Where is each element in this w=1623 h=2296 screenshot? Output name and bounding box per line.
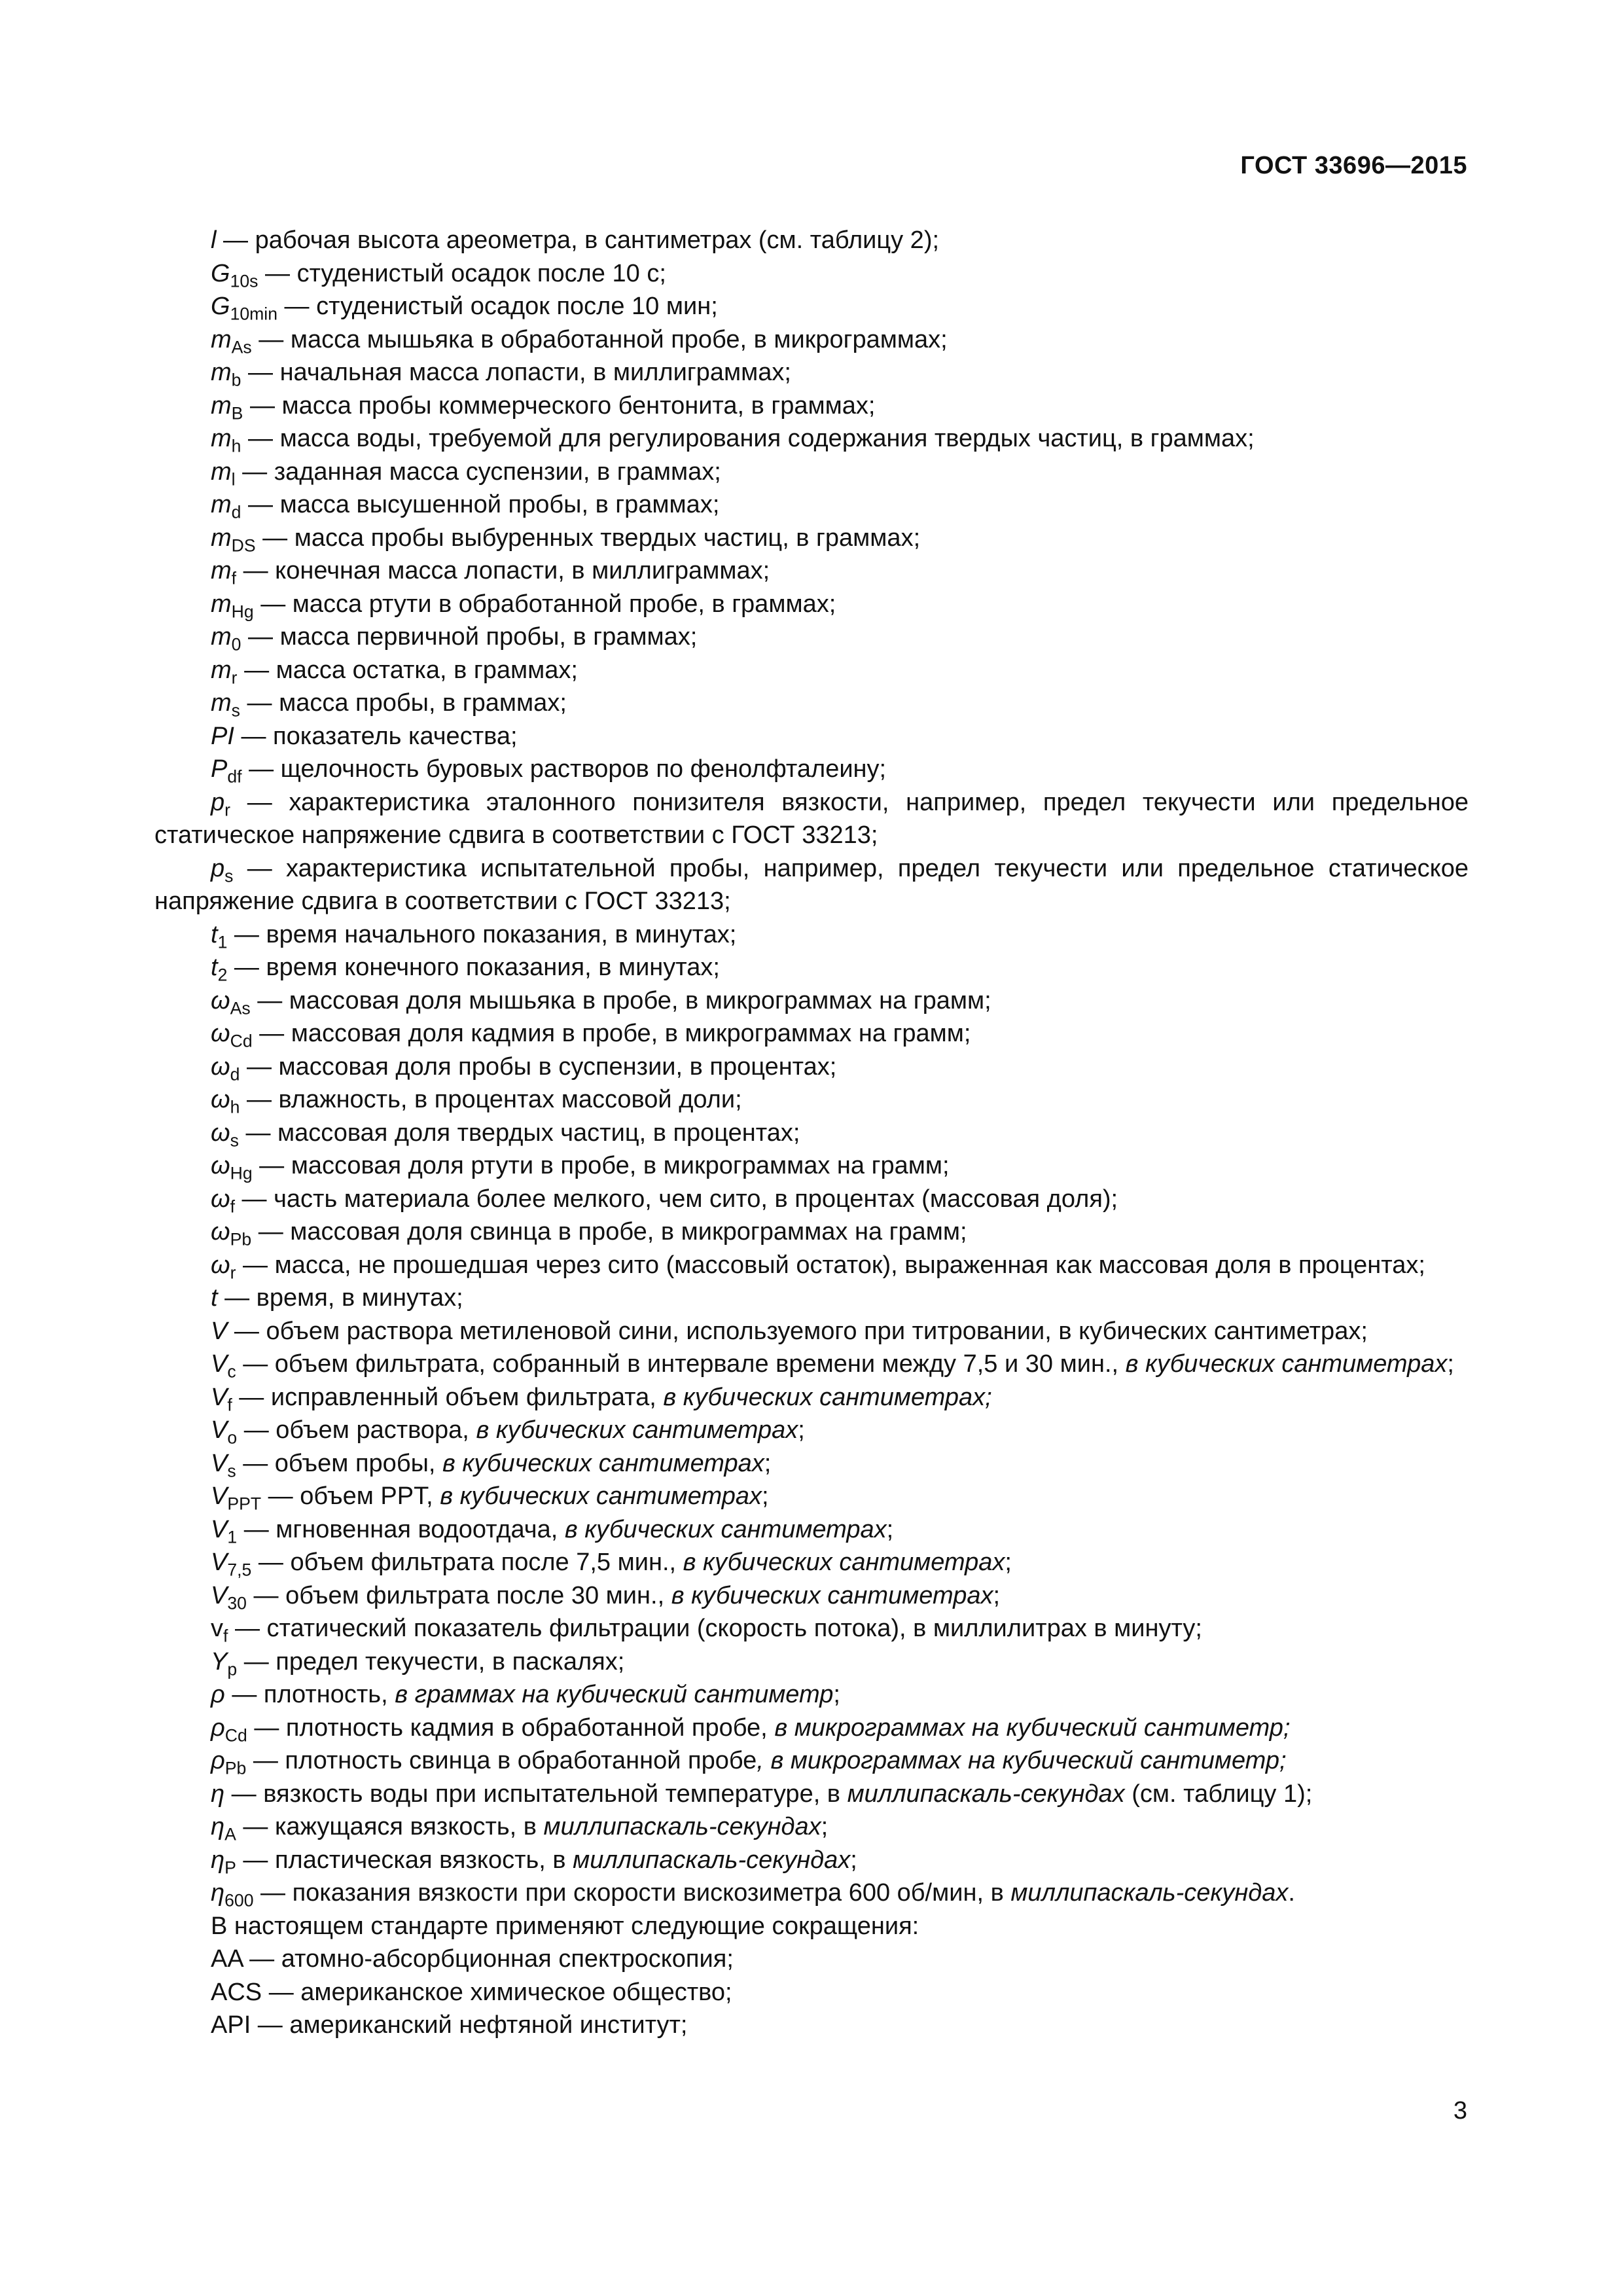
definition-symbol — [211, 755, 242, 787]
definition-symbol — [211, 1284, 218, 1312]
definition-symbol — [211, 557, 237, 588]
definition-item — [154, 1678, 1469, 1712]
definition-item — [154, 753, 1469, 786]
definition-text: — конечная масса лопасти, в миллиграммах; — [236, 557, 770, 584]
definition-text: — заданная масса суспензии, в граммах; — [235, 457, 721, 486]
definition-item — [154, 257, 1469, 291]
definition-symbol — [211, 920, 228, 952]
symbol-base: m — [211, 623, 232, 651]
definition-symbol — [211, 1581, 247, 1613]
definition-item — [154, 984, 1469, 1018]
definition-symbol — [211, 1020, 253, 1051]
symbol-subscript: l — [231, 469, 236, 489]
definition-text: — рабочая высота ареометра, в сантиметрах (см. таблицу 2); — [216, 226, 940, 254]
definition-text: — масса мышьяка в обработанной пробе, в микрограммах; — [251, 325, 948, 353]
definition-unit: в кубических сантиметрах — [564, 1515, 887, 1543]
definition-tail: ; — [762, 1482, 769, 1510]
definition-item — [154, 323, 1469, 357]
definition-text: — исправленный объем фильтрата, — [232, 1383, 664, 1411]
definition-text: — показатель качества; — [234, 722, 518, 750]
definition-text: — массовая доля мышьяка в пробе, в микрограммах на грамм; — [250, 986, 991, 1014]
definition-unit: в кубических сантиметрах — [442, 1449, 764, 1477]
symbol-base: m — [211, 491, 232, 518]
symbol-base: η — [211, 1879, 225, 1907]
symbol-base: V — [211, 1581, 228, 1609]
definition-unit: миллипаскаль-секундах — [543, 1813, 821, 1840]
symbol-base: l — [211, 226, 217, 254]
symbol-subscript: s — [224, 866, 234, 886]
definition-symbol — [211, 1813, 236, 1844]
definition-text: — студенистый осадок после 10 с; — [258, 259, 666, 287]
definition-text: — предел текучести, в паскалях; — [237, 1647, 625, 1676]
symbol-subscript: Cd — [224, 1725, 247, 1745]
definition-text: — пластическая вязкость, в — [236, 1846, 573, 1874]
symbol-base: ω — [211, 1185, 230, 1213]
definition-unit: в граммах на кубический сантиметр — [395, 1681, 834, 1708]
definition-text: — масса пробы, в граммах; — [240, 689, 567, 717]
definition-item — [154, 720, 1469, 753]
definition-text: — время, в минутах; — [217, 1284, 463, 1312]
definition-tail: ; — [886, 1515, 894, 1543]
symbol-base: ω — [211, 1251, 230, 1279]
definition-symbol — [211, 425, 241, 456]
definition-text: — объем фильтрата после 30 мин., — [246, 1581, 671, 1609]
definitions-list — [154, 224, 1469, 1910]
symbol-base: ω — [211, 1052, 230, 1081]
definition-text: — кажущаяся вязкость, в — [236, 1813, 544, 1840]
definition-text: — масса высушенной пробы, в граммах; — [241, 491, 720, 518]
symbol-subscript: DS — [231, 535, 256, 555]
definition-symbol — [211, 854, 234, 886]
definition-item — [154, 1546, 1469, 1579]
definition-text: — плотность кадмия в обработанной пробе, — [247, 1713, 775, 1742]
abbreviation-item: AA — атомно-абсорбционная спектроскопия; — [211, 1945, 734, 1973]
page-number: 3 — [1453, 2097, 1467, 2125]
symbol-base: t — [211, 920, 218, 948]
definition-item — [154, 1381, 1469, 1414]
definition-text: — время начального показания, в минутах; — [227, 920, 737, 948]
definition-symbol — [211, 788, 230, 819]
definition-symbol — [211, 491, 241, 522]
definition-item — [154, 951, 1469, 984]
definition-item — [154, 1117, 1469, 1150]
definition-symbol — [211, 1152, 253, 1183]
definition-symbol — [211, 1052, 240, 1084]
definition-symbol — [211, 656, 238, 687]
symbol-subscript: s — [231, 700, 240, 721]
symbol-base: m — [211, 590, 232, 618]
definition-symbol — [211, 1251, 236, 1282]
symbol-base: m — [211, 325, 232, 353]
definition-symbol — [211, 590, 254, 621]
document-body — [154, 224, 1469, 2042]
definition-item — [154, 1778, 1469, 1811]
definition-text: — статический показатель фильтрации (скорость потока), в миллилитрах в минуту; — [228, 1615, 1202, 1642]
symbol-base: G — [211, 293, 230, 320]
definition-item — [154, 1480, 1469, 1513]
definition-tail: ; — [1005, 1549, 1012, 1576]
definition-symbol — [211, 1482, 262, 1514]
symbol-base: Y — [211, 1647, 228, 1676]
symbol-base: m — [211, 689, 232, 717]
definition-item — [154, 1017, 1469, 1050]
definition-symbol — [211, 1549, 252, 1580]
definition-text: — масса, не прошедшая через сито (массовый остаток), выраженная как массовая доля в процентах; — [236, 1251, 1425, 1279]
definition-symbol — [211, 1218, 252, 1249]
definition-item — [154, 290, 1469, 323]
definition-text: — масса воды, требуемой для регулирования содержания твердых частиц, в граммах; — [241, 425, 1255, 452]
definition-tail: (см. таблицу 1); — [1124, 1780, 1313, 1808]
definition-symbol — [211, 1318, 227, 1345]
definition-item — [154, 1282, 1469, 1315]
symbol-subscript: h — [230, 1097, 240, 1117]
symbol-subscript: P — [224, 1857, 236, 1877]
definition-item — [154, 1513, 1469, 1547]
symbol-base: V — [211, 1515, 228, 1543]
symbol-subscript: 1 — [227, 1527, 238, 1547]
definition-symbol — [211, 1416, 238, 1448]
definition-item — [154, 1414, 1469, 1447]
definition-symbol — [211, 1615, 228, 1646]
symbol-base: m — [211, 457, 232, 486]
symbol-base: t — [211, 1284, 218, 1312]
definition-item — [154, 1844, 1469, 1877]
definition-text: — массовая доля кадмия в пробе, в микрограммах на грамм; — [252, 1020, 971, 1047]
definition-symbol — [211, 259, 259, 291]
definition-item — [154, 456, 1469, 489]
definition-symbol — [211, 986, 251, 1018]
symbol-subscript: r — [224, 800, 230, 819]
definition-item — [154, 1083, 1469, 1117]
definition-symbol — [211, 1515, 238, 1547]
definition-item — [154, 1810, 1469, 1844]
symbol-subscript: 7,5 — [227, 1560, 252, 1580]
symbol-base: v — [211, 1615, 223, 1642]
definition-item — [154, 356, 1469, 389]
definition-item — [154, 918, 1469, 952]
symbol-subscript: f — [223, 1626, 228, 1646]
abbreviation-item: ACS — американское химическое общество; — [211, 1978, 732, 2006]
definition-symbol — [211, 1780, 224, 1808]
definition-unit: миллипаскаль-секундах — [847, 1780, 1125, 1808]
definition-tail: ; — [1447, 1350, 1454, 1378]
symbol-base: ρ — [211, 1713, 225, 1742]
symbol-base: V — [211, 1449, 228, 1477]
symbol-base: m — [211, 359, 232, 386]
definition-symbol — [211, 359, 241, 390]
definition-tail: ; — [798, 1416, 805, 1444]
definition-symbol — [211, 1185, 235, 1216]
definition-tail: ; — [993, 1581, 1001, 1609]
symbol-subscript: s — [227, 1461, 236, 1480]
definition-item — [154, 554, 1469, 588]
symbol-base: ρ — [211, 1681, 225, 1708]
definition-item — [154, 1612, 1469, 1645]
definition-text: — влажность, в процентах массовой доли; — [240, 1086, 742, 1113]
symbol-subscript: r — [231, 668, 238, 687]
definition-item — [154, 1315, 1469, 1348]
definition-text: — масса пробы выбуренных твердых частиц, в граммах; — [255, 524, 921, 552]
symbol-base: PI — [211, 722, 234, 750]
definition-tail: ; — [764, 1449, 772, 1477]
definition-text: — часть материала более мелкого, чем сито, в процентах (массовая доля); — [235, 1185, 1118, 1213]
symbol-base: η — [211, 1813, 225, 1840]
symbol-subscript: 0 — [231, 634, 241, 655]
symbol-subscript: f — [230, 1196, 235, 1216]
definition-text: — масса пробы коммерческого бентонита, в граммах; — [243, 391, 876, 420]
symbol-subscript: B — [231, 403, 243, 423]
symbol-subscript: r — [230, 1263, 236, 1282]
definition-symbol — [211, 1449, 236, 1480]
document-header: ГОСТ 33696—2015 — [1240, 152, 1467, 179]
symbol-subscript: d — [231, 502, 241, 522]
symbol-base: V — [211, 1482, 228, 1510]
definition-item — [154, 852, 1469, 918]
symbol-subscript: h — [231, 436, 241, 456]
definition-tail: ; — [850, 1846, 857, 1874]
definition-symbol — [211, 391, 243, 423]
symbol-base: V — [211, 1317, 228, 1345]
symbol-subscript: p — [227, 1659, 238, 1679]
symbol-subscript: Pb — [230, 1229, 252, 1249]
symbol-subscript: f — [227, 1395, 232, 1414]
symbol-base: V — [211, 1549, 228, 1576]
symbol-subscript: f — [231, 568, 237, 588]
symbol-base: ω — [211, 1119, 230, 1147]
definition-unit: , в микрограммах на кубический сантиметр; — [757, 1747, 1287, 1774]
definition-item — [154, 1183, 1469, 1216]
symbol-base: ω — [211, 1218, 230, 1246]
definition-item — [154, 1447, 1469, 1480]
symbol-subscript: s — [230, 1130, 239, 1150]
definition-item — [154, 1579, 1469, 1613]
definition-item — [154, 522, 1469, 555]
definition-symbol — [211, 1713, 247, 1745]
definition-text: — объем PPT, — [261, 1482, 440, 1510]
symbol-subscript: df — [227, 766, 242, 787]
definition-symbol — [211, 1747, 247, 1778]
abbreviation-item: API — американский нефтяной институт; — [211, 2011, 688, 2039]
definition-text: — мгновенная водоотдача, — [237, 1515, 565, 1543]
definition-text: — масса ртути в обработанной пробе, в граммах; — [253, 590, 836, 618]
definition-unit: миллипаскаль-секундах — [1010, 1879, 1289, 1907]
definition-text: — плотность, — [224, 1681, 395, 1708]
symbol-base: V — [211, 1350, 228, 1378]
definition-item — [154, 224, 1469, 257]
definition-symbol — [211, 524, 256, 555]
symbol-subscript: o — [227, 1427, 238, 1448]
definition-unit: в кубических сантиметрах — [683, 1549, 1005, 1576]
symbol-subscript: As — [230, 998, 251, 1018]
definition-item — [154, 488, 1469, 522]
definition-symbol — [211, 1879, 254, 1910]
definition-text: — объем фильтрата, собранный в интервале времени между 7,5 и 30 мин., — [236, 1350, 1126, 1378]
symbol-subscript: b — [231, 370, 241, 390]
definition-symbol — [211, 1681, 225, 1708]
definition-symbol — [211, 623, 241, 655]
definition-text: — характеристика эталонного понизителя вязкости, например, предел текучести или предельное статическое напряжение сдвига в соответствии с ГОСТ 33213; — [154, 788, 1469, 849]
symbol-base: t — [211, 954, 218, 981]
symbol-base: m — [211, 391, 232, 420]
symbol-base: p — [211, 854, 225, 882]
definition-text: — масса остатка, в граммах; — [237, 656, 578, 684]
symbol-subscript: Hg — [230, 1163, 253, 1183]
definition-symbol — [211, 293, 277, 324]
definition-symbol — [211, 1846, 236, 1877]
definition-item — [154, 1249, 1469, 1282]
definition-item — [154, 620, 1469, 654]
symbol-subscript: c — [227, 1361, 236, 1382]
symbol-base: m — [211, 656, 232, 684]
symbol-subscript: 10s — [230, 271, 259, 291]
definition-symbol — [211, 1383, 232, 1414]
definition-item — [154, 687, 1469, 720]
symbol-base: ω — [211, 1086, 230, 1113]
symbol-subscript: Pb — [224, 1758, 247, 1778]
definition-text: — массовая доля твердых частиц, в процентах; — [238, 1119, 800, 1147]
definition-symbol — [211, 325, 252, 357]
definition-unit: миллипаскаль-секундах — [573, 1846, 851, 1874]
definition-item — [154, 389, 1469, 423]
definition-text: — студенистый осадок после 10 мин; — [277, 293, 718, 320]
definition-text: — масса первичной пробы, в граммах; — [241, 623, 698, 651]
symbol-subscript: 2 — [217, 965, 228, 985]
abbreviations-list — [154, 1943, 1469, 2042]
symbol-base: ω — [211, 1020, 230, 1047]
definition-text: — объем фильтрата после 7,5 мин., — [251, 1549, 683, 1576]
symbol-base: η — [211, 1780, 225, 1808]
definition-text: — время конечного показания, в минутах; — [227, 954, 720, 981]
definition-symbol — [211, 1350, 236, 1382]
definition-unit: в кубических сантиметрах — [476, 1416, 798, 1444]
definition-unit: в кубических сантиметрах — [671, 1581, 993, 1609]
definition-item — [154, 1215, 1469, 1249]
symbol-subscript: 30 — [227, 1593, 247, 1613]
symbol-base: ω — [211, 986, 230, 1014]
definition-text: — плотность свинца в обработанной пробе — [246, 1747, 757, 1774]
definition-item — [154, 1712, 1469, 1745]
definition-text: — показания вязкости при скорости вискозиметра 600 об/мин, в — [253, 1879, 1011, 1907]
definition-item — [154, 422, 1469, 456]
symbol-base: m — [211, 557, 232, 584]
definition-item — [154, 1050, 1469, 1084]
definition-unit: в кубических сантиметрах; — [663, 1383, 992, 1411]
symbol-subscript: A — [224, 1824, 236, 1844]
definition-item — [154, 786, 1469, 852]
definition-symbol — [211, 954, 228, 985]
definition-text: — характеристика испытательной пробы, например, предел текучести или предельное статическое напряжение сдвига в соответствии с ГОСТ 33213; — [154, 854, 1469, 915]
symbol-base: G — [211, 259, 230, 287]
definition-symbol — [211, 457, 236, 489]
definition-text: — объем раствора, — [237, 1416, 476, 1444]
symbol-subscript: Hg — [231, 601, 254, 621]
definition-unit: в кубических сантиметрах — [440, 1482, 762, 1510]
symbol-subscript: 600 — [224, 1890, 254, 1910]
symbol-base: η — [211, 1846, 225, 1874]
definition-symbol — [211, 723, 234, 750]
symbol-base: ρ — [211, 1747, 225, 1774]
definition-text: — массовая доля ртути в пробе, в микрограммах на грамм; — [252, 1152, 950, 1179]
definition-text: — начальная масса лопасти, в миллиграммах; — [241, 359, 791, 386]
definition-text: — объем раствора метиленовой сини, используемого при титровании, в кубических сантиметрах; — [227, 1317, 1368, 1345]
definition-tail: ; — [833, 1681, 840, 1708]
symbol-subscript: PPT — [227, 1494, 262, 1514]
definition-text: — объем пробы, — [236, 1449, 443, 1477]
definition-symbol — [211, 1086, 240, 1117]
definition-item — [154, 654, 1469, 687]
symbol-base: ω — [211, 1152, 230, 1179]
symbol-base: m — [211, 524, 232, 552]
symbol-subscript: As — [231, 337, 252, 357]
definition-item — [154, 1645, 1469, 1679]
symbol-subscript: 1 — [217, 932, 228, 952]
definition-symbol — [211, 1647, 238, 1679]
symbol-base: V — [211, 1416, 228, 1444]
definition-item — [154, 1348, 1469, 1381]
symbol-base: P — [211, 755, 228, 783]
symbol-subscript: Cd — [230, 1031, 253, 1051]
definition-item — [154, 1876, 1469, 1910]
definition-text: — щелочность буровых растворов по фенолфталеину; — [241, 755, 887, 783]
definition-item — [154, 1149, 1469, 1183]
definition-text: — вязкость воды при испытательной температуре, в — [224, 1780, 847, 1808]
definition-tail: ; — [821, 1813, 829, 1840]
symbol-base: p — [211, 788, 225, 816]
symbol-subscript: 10min — [230, 304, 277, 324]
definition-item — [154, 588, 1469, 621]
abbreviations-intro: В настоящем стандарте применяют следующие сокращения: — [211, 1912, 919, 1940]
symbol-base: m — [211, 425, 232, 452]
definition-text: — массовая доля пробы в суспензии, в процентах; — [240, 1052, 837, 1081]
symbol-subscript: d — [230, 1064, 240, 1084]
definition-tail: . — [1288, 1879, 1295, 1907]
definition-symbol — [211, 1119, 239, 1150]
definition-text: — массовая доля свинца в пробе, в микрограммах на грамм; — [251, 1218, 967, 1246]
symbol-base: V — [211, 1383, 228, 1411]
definition-unit: в кубических сантиметрах — [1125, 1350, 1448, 1378]
definition-symbol — [211, 689, 240, 721]
definition-item — [154, 1744, 1469, 1778]
definition-unit: в микрограммах на кубический сантиметр; — [774, 1713, 1291, 1742]
